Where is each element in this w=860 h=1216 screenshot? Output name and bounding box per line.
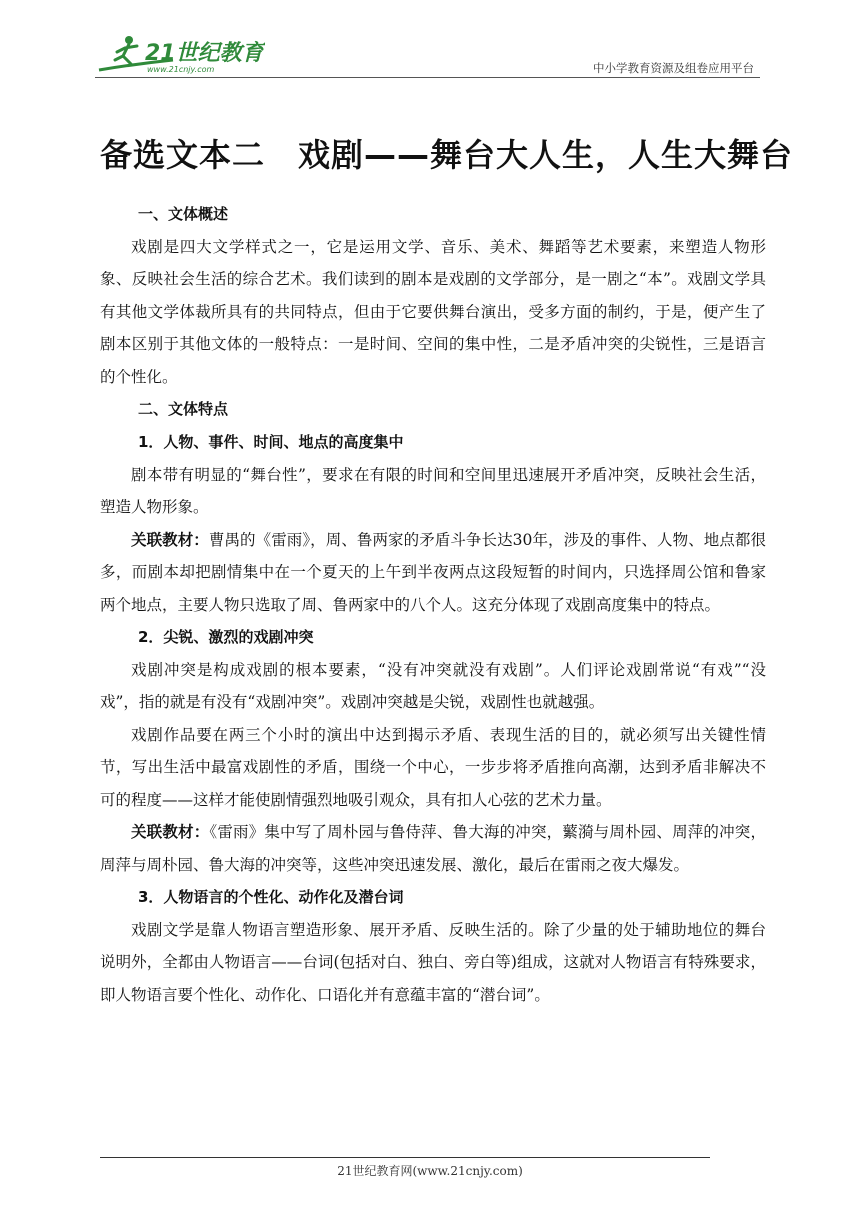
overview-paragraph: 戏剧是四大文学样式之一，它是运用文学、音乐、美术、舞蹈等艺术要素，来塑造人物形象、反映社会生活的综合艺术。我们读到的剧本是戏剧的文学部分，是一剧之“本”。戏剧文学具有其他文学体裁所具有的共同特点，但由于它要供舞台演出，受多方面的制约，于是，便产生了剧本区别于其他文体的一般特点：一是时间、空间的集中性，二是矛盾冲突的尖锐性，三是语言的个性化。 [100,238,766,386]
feature-1-heading: 1．人物、事件、时间、地点的高度集中 [138,433,404,452]
section-heading-overview: 一、文体概述 [138,205,229,223]
textbook-link-label: 关联教材： [131,530,209,549]
logo-url-text: www.21cnjy.com [147,65,215,74]
page-footer: 21世纪教育网(www.21cnjy.com) [337,1164,523,1178]
feature-2-textbook-paragraph [100,816,766,881]
feature-2-paragraph-2: 戏剧作品要在两三个小时的演出中达到揭示矛盾、表现生活的目的，就必须写出关键性情节，写出生活中最富戏剧性的矛盾，围绕一个中心，一步步将矛盾推向高潮，达到矛盾非解决不可的程度——这样才能使剧情强烈地吸引观众，具有扣人心弦的艺术力量。 [100,725,766,809]
page-header [95,30,760,80]
logo [95,30,265,76]
feature-3-paragraph: 戏剧文学是靠人物语言塑造形象、展开矛盾、反映生活的。除了少量的处于辅助地位的舞台说明外，全都由人物语言——台词(包括对白、独白、旁白等)组成，这就对人物语言有特殊要求，即人物语言要个性化、动作化、口语化并有意蕴丰富的“潜台词”。 [100,920,766,1004]
document-body [100,198,766,1011]
feature-2-textbook-text: 《雷雨》集中写了周朴园与鲁侍萍、鲁大海的冲突，蘩漪与周朴园、周萍的冲突，周萍与周朴园、鲁大海的冲突等，这些冲突迅速发展、激化，最后在雷雨之夜大爆发。 [100,823,766,874]
header-platform-text: 中小学教育资源及组卷应用平台 [593,61,754,75]
feature-1-textbook-paragraph [100,524,766,621]
runner-logo-icon [95,30,265,76]
section-heading-features: 二、文体特点 [138,400,229,419]
footer-divider [100,1157,710,1158]
textbook-link-label: 关联教材： [131,823,210,842]
page-title: 备选文本二 戏剧——舞台大人生，人生大舞台 [100,136,794,174]
feature-2-paragraph-1: 戏剧冲突是构成戏剧的根本要素，“没有冲突就没有戏剧”。人们评论戏剧常说“有戏”“没戏”，指的就是有没有“戏剧冲突”。戏剧冲突越是尖锐，戏剧性也就越强。 [100,661,766,712]
feature-3-heading: 3．人物语言的个性化、动作化及潜台词 [138,887,404,906]
feature-1-textbook-text: 曹禺的《雷雨》，周、鲁两家的矛盾斗争长达30年，涉及的事件、人物、地点都很多，而剧本却把剧情集中在一个夏天的上午到半夜两点这段短暂的时间内，只选择周公馆和鲁家两个地点，主要人物只选取了周、鲁两家中的八个人。这充分体现了戏剧高度集中的特点。 [100,530,766,614]
logo-main-text: 21世纪教育 [145,41,264,66]
header-divider [95,77,760,78]
feature-2-heading: 2．尖锐、激烈的戏剧冲突 [138,628,314,647]
feature-1-paragraph: 剧本带有明显的“舞台性”，要求在有限的时间和空间里迅速展开矛盾冲突，反映社会生活，塑造人物形象。 [100,466,766,517]
